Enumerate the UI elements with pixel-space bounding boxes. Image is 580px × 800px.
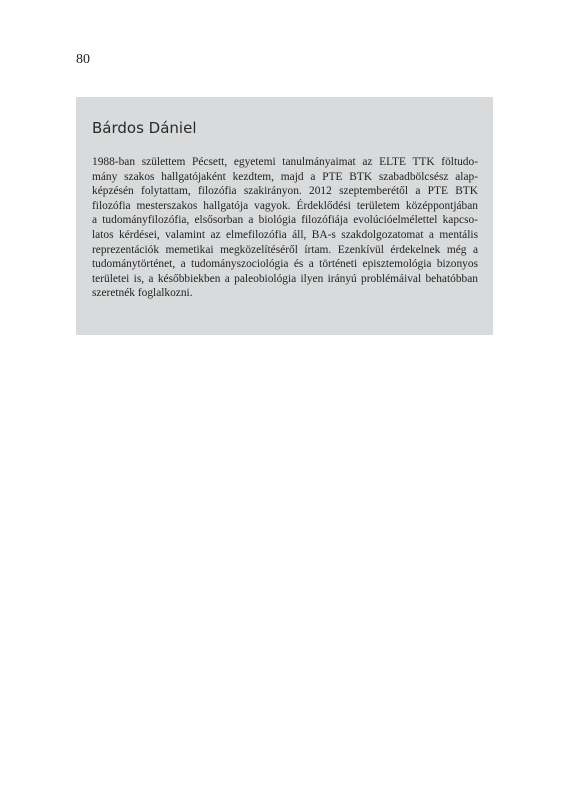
bio-line: reprezentációk memetikai megközelítéséről írtam. Ezenkívül érdekelnek még a <box>92 243 478 256</box>
bio-line: tudománytörténet, a tudományszociológia és a történeti episztemológia bizonyos <box>92 258 478 271</box>
bio-line: latos kérdései, valamint az elmefilozófia áll, BA-s szakdolgozatomat a mentális <box>92 228 478 241</box>
bio-line: szeretnék foglalkozni. <box>92 287 193 300</box>
bio-line: területei is, a későbbiekben a paleobiológia ilyen irányú problémáival behatóbban <box>92 272 478 285</box>
bio-line: mány szakos hallgatójaként kezdtem, majd a PTE BTK szabadbölcsész alap- <box>92 170 478 183</box>
bio-line: 1988-ban születtem Pécsett, egyetemi tanulmányaimat az ELTE TTK föltudo- <box>92 156 478 168</box>
author-name: Bárdos Dániel <box>92 119 197 137</box>
bio-line: filozófia mesterszakos hallgatója vagyok. Érdeklődési területem középpontjában <box>92 199 478 212</box>
bio-line: a tudományfilozófia, elsősorban a biológia filozófiája evolúcióelmélettel kapcso- <box>92 214 478 227</box>
bio-line: képzésén folytattam, filozófia szakirányon. 2012 szeptemberétől a PTE BTK <box>92 185 478 198</box>
author-bio-text <box>92 155 478 301</box>
page-number: 80 <box>76 52 90 67</box>
author-bio-box <box>76 97 493 335</box>
